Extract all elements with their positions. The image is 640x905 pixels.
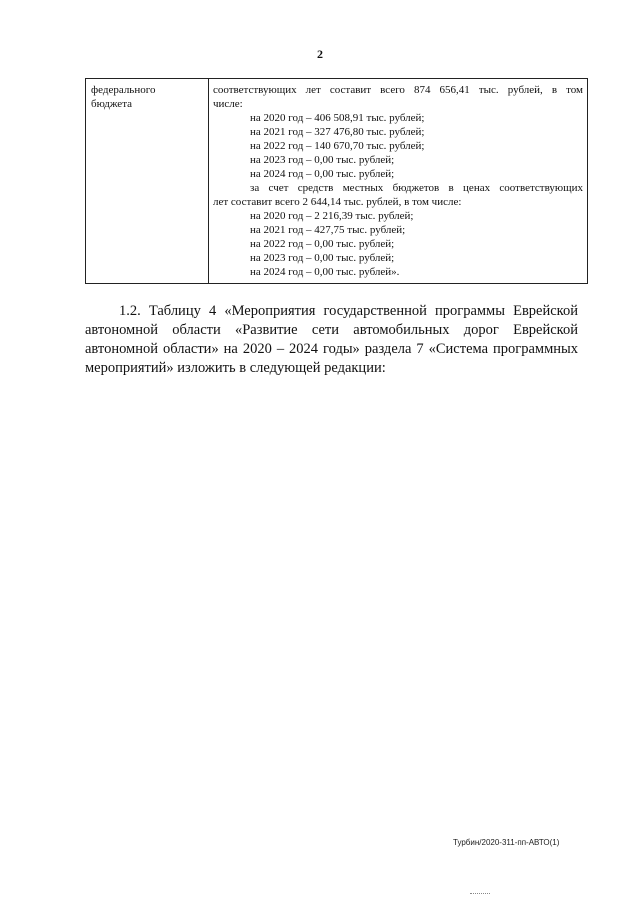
scan-artifact bbox=[470, 893, 490, 895]
local-year-item: на 2023 год – 0,00 тыс. рублей; bbox=[250, 252, 395, 264]
local-year-item: на 2021 год – 427,75 тыс. рублей; bbox=[250, 224, 406, 236]
federal-year-item: на 2021 год – 327 476,80 тыс. рублей; bbox=[250, 126, 425, 138]
federal-year-item: на 2023 год – 0,00 тыс. рублей; bbox=[250, 154, 395, 166]
funding-table bbox=[85, 78, 588, 284]
local-total-line-end: лет составит всего 2 644,14 тыс. рублей, в том числе: bbox=[213, 196, 462, 208]
page-number: 2 bbox=[317, 47, 323, 61]
federal-total-line-end: числе: bbox=[213, 98, 243, 110]
federal-year-item: на 2024 год – 0,00 тыс. рублей; bbox=[250, 168, 395, 180]
local-total-line: за счет средств местных бюджетов в ценах соответствующих bbox=[250, 182, 583, 194]
table-left-cell bbox=[91, 83, 203, 111]
federal-total-line: соответствующих лет составит всего 874 656,41 тыс. рублей, в том bbox=[213, 84, 583, 96]
local-year-item: на 2022 год – 0,00 тыс. рублей; bbox=[250, 238, 395, 250]
local-year-item: на 2024 год – 0,00 тыс. рублей». bbox=[250, 266, 400, 278]
local-year-item: на 2020 год – 2 216,39 тыс. рублей; bbox=[250, 210, 414, 222]
paragraph-line: мероприятий» изложить в следующей редакции: bbox=[85, 360, 386, 376]
paragraph-line: 1.2. Таблицу 4 «Мероприятия государственной программы Еврейской bbox=[119, 303, 578, 319]
left-cell-line: бюджета bbox=[91, 98, 133, 110]
table-column-divider bbox=[208, 79, 209, 283]
paragraph-1-2 bbox=[85, 302, 578, 378]
federal-year-item: на 2022 год – 140 670,70 тыс. рублей; bbox=[250, 140, 425, 152]
table-right-cell bbox=[213, 83, 583, 279]
paragraph-line: автономной области «Развитие сети автомобильных дорог Еврейской bbox=[85, 322, 578, 338]
document-code: Турбин/2020-311-пп-АВТО(1) bbox=[453, 838, 560, 847]
left-cell-line: федерального bbox=[91, 84, 156, 96]
paragraph-line: автономной области» на 2020 – 2024 годы» раздела 7 «Система программных bbox=[85, 341, 578, 357]
federal-year-item: на 2020 год – 406 508,91 тыс. рублей; bbox=[250, 112, 425, 124]
